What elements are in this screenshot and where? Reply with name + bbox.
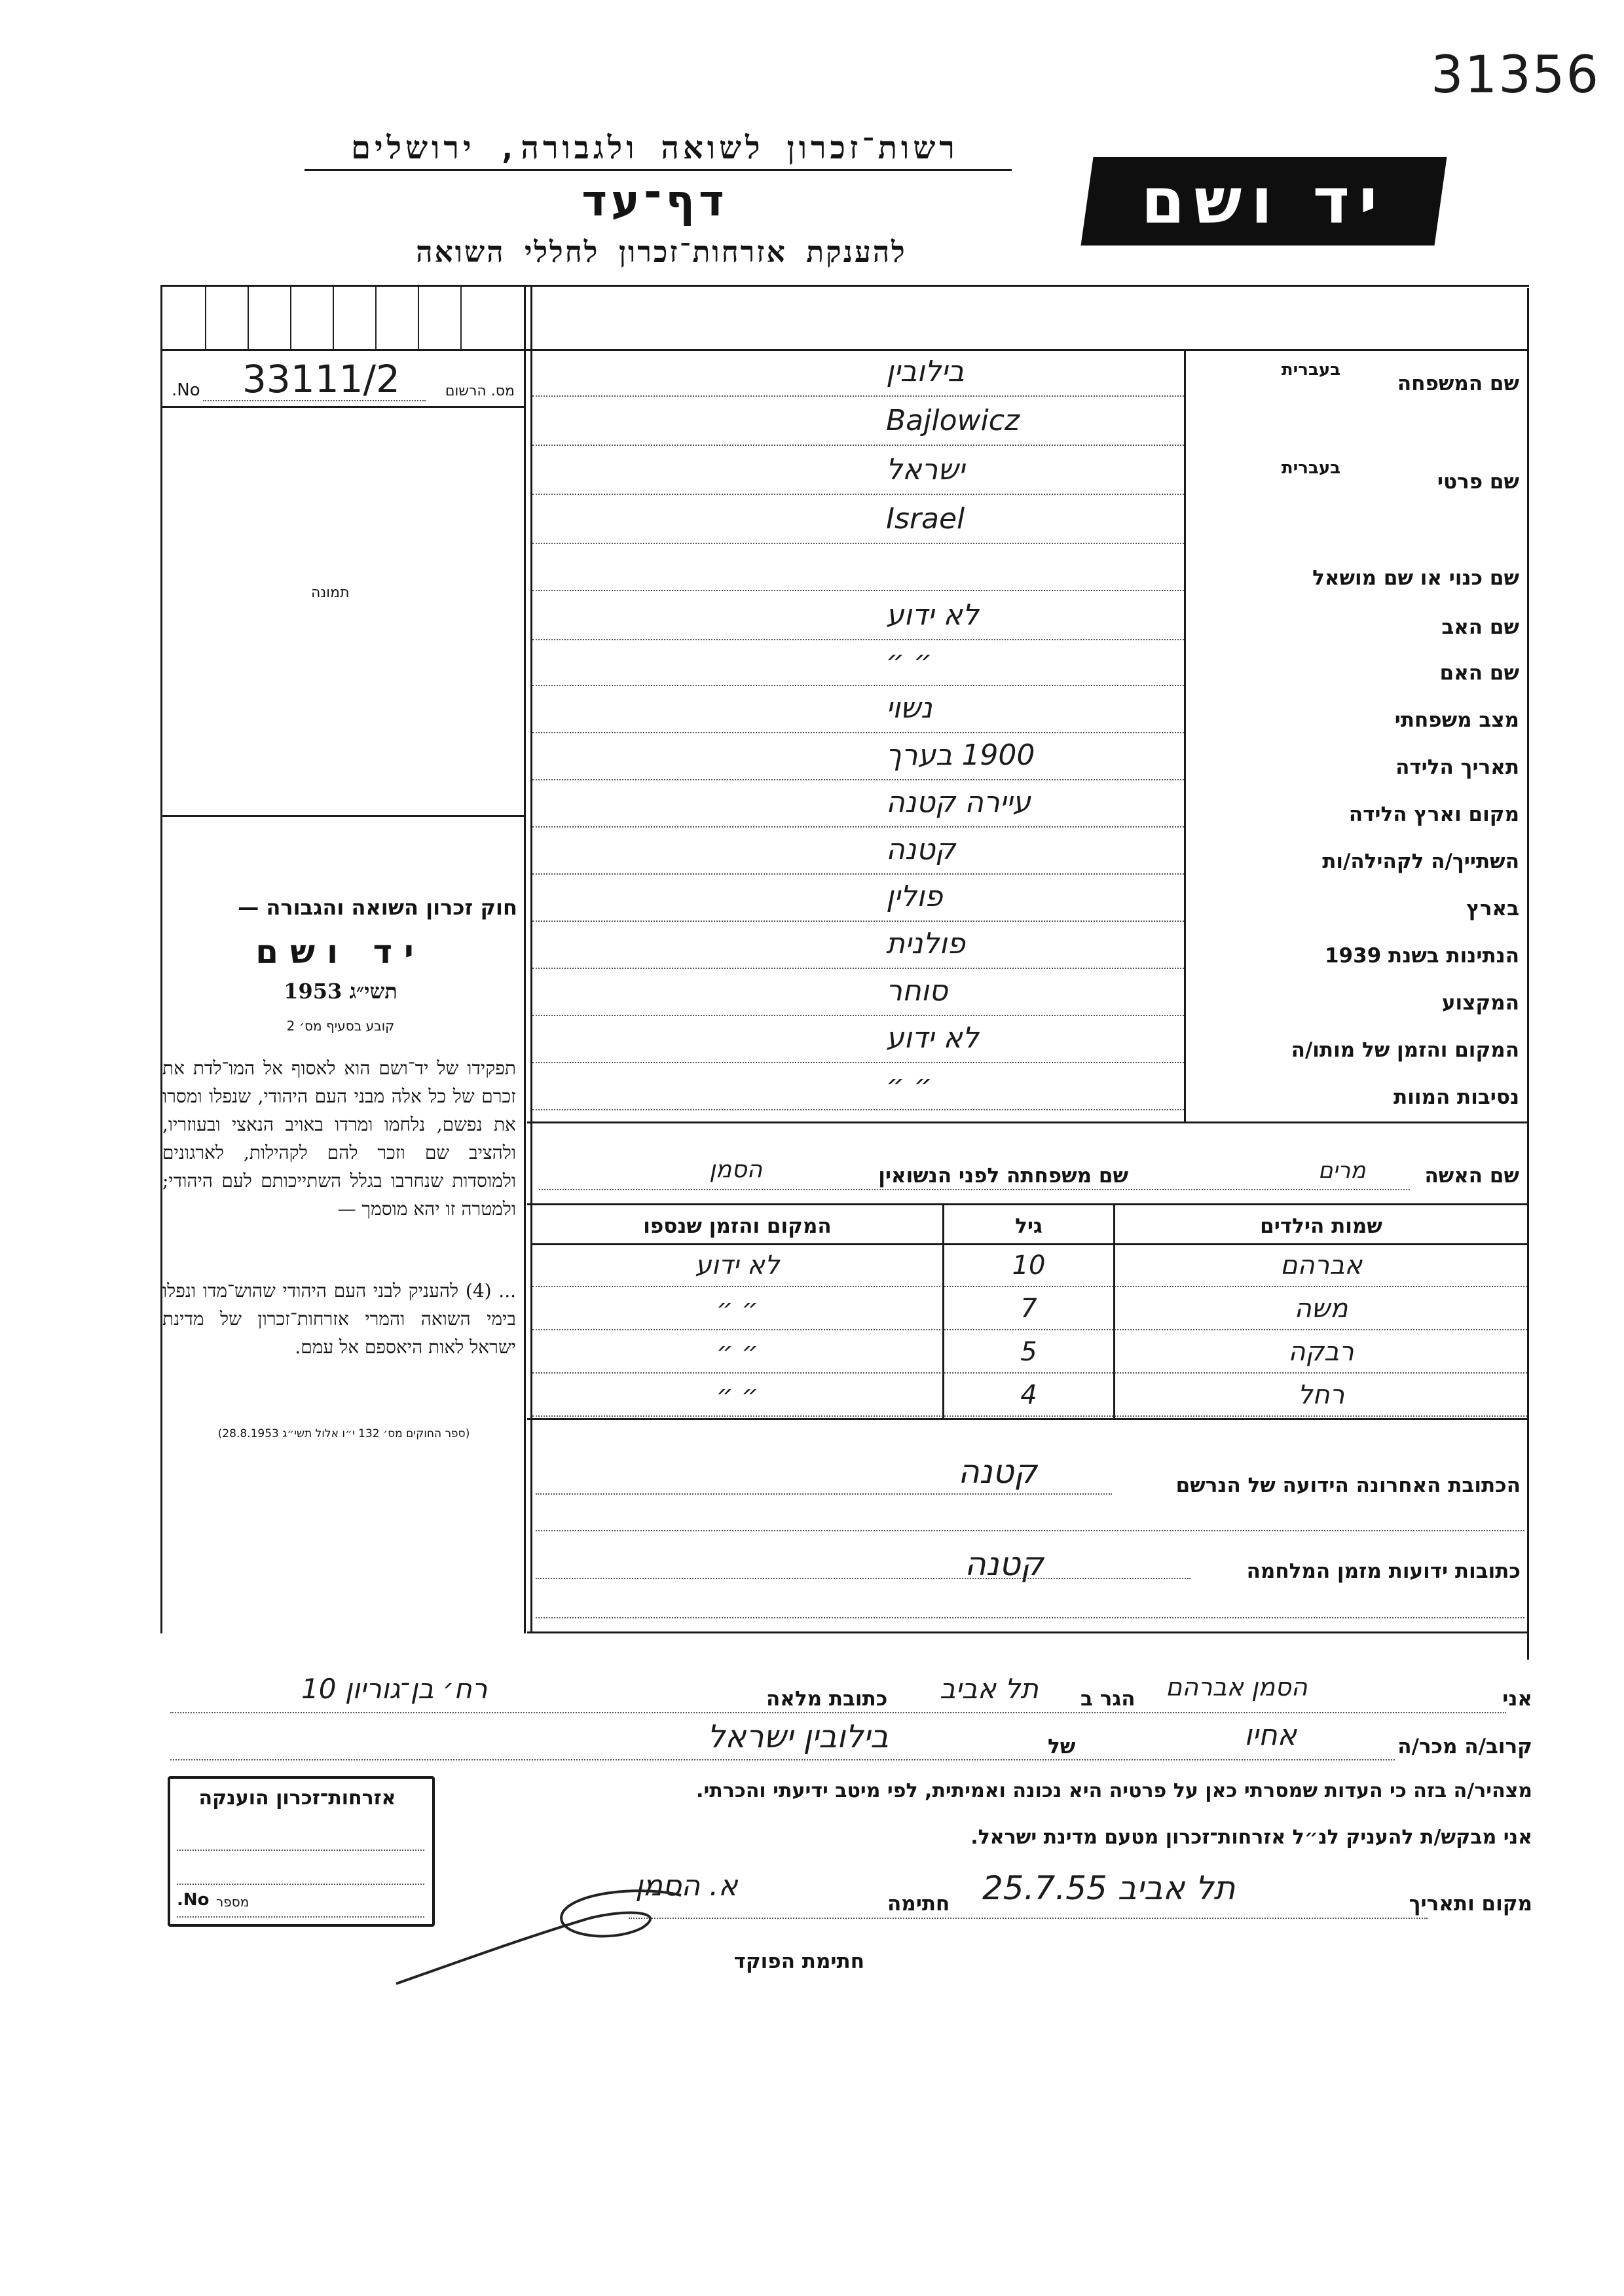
child-name: משה: [1294, 1294, 1348, 1324]
field-row: [532, 642, 1527, 687]
children-header-names: שמות הילדים: [1260, 1214, 1382, 1238]
granted-citizenship-box: [168, 1776, 435, 1927]
child-name: רחל: [1297, 1380, 1345, 1410]
field-row: [532, 1017, 1527, 1065]
field-value: ״ ״: [886, 644, 932, 678]
relation-value: אחיו: [1244, 1719, 1297, 1752]
field-row: [532, 1065, 1527, 1112]
granted-number-label: מספר: [216, 1894, 249, 1910]
field-value: ״ ״: [886, 1068, 932, 1102]
child-age: 7: [1020, 1294, 1037, 1324]
reg-no-label: No.: [172, 380, 200, 400]
archive-number: 31356: [1431, 46, 1600, 105]
last-known-address-label: הכתובת האחרונה הידועה של הנרשם: [1175, 1474, 1521, 1497]
officer-signature-label: חתימת הפוקד: [733, 1950, 864, 1973]
law-title: חוק זכרון השואה והגבורה —: [238, 895, 517, 920]
law-name: יד ושם: [255, 933, 426, 971]
field-row: [532, 687, 1527, 735]
field-value: Bajlowicz: [886, 404, 1020, 437]
maiden-name-label: שם משפחתה לפני הנשואין: [878, 1164, 1128, 1188]
maiden-name-value: הסמן: [709, 1156, 763, 1183]
top-strip: [162, 287, 524, 349]
declaration-request: אני מבקש/ת להעניק לנ״ל אזרחות־זכרון מטעם מדינת ישראל.: [970, 1826, 1532, 1849]
lives-in-label: הגר ב: [1080, 1687, 1135, 1711]
field-value: ישראל: [886, 453, 965, 486]
field-label: המקצוע: [1441, 991, 1519, 1015]
field-row: [532, 496, 1527, 545]
field-label: שם האב: [1441, 615, 1519, 639]
field-value: לא ידוע: [886, 598, 979, 632]
field-value: Israel: [886, 502, 965, 536]
child-age: 5: [1020, 1337, 1037, 1367]
field-label: המקום והזמן של מותו/ה: [1291, 1038, 1519, 1062]
field-label: תאריך הלידה: [1395, 756, 1519, 779]
field-value: פולין: [886, 880, 943, 913]
law-text: תפקידו של יד־ושם הוא לאסוף אל המו־לדת את זכרם של כל אלה מבני העם היהודי, שנפלו ומסרו את נפשם, נלחמו ומרדו באויב הנאצי ובעוזריו, ולהציב שם וזכר להם לקהילות, לארגונים ולמוסדות שנחרבו בגלל השתייכותם לעם היהודי; ולמטרה זו יהא מוסמך —: [162, 1057, 516, 1220]
field-label: בארץ: [1466, 897, 1519, 920]
form-subtitle: להענקת אזרחות־זכרון לחללי השואה: [416, 236, 907, 269]
field-row: [532, 876, 1527, 923]
field-row: [532, 829, 1527, 876]
field-label: מקום וארץ הלידה: [1348, 803, 1519, 826]
of-value: בילובין ישראל: [707, 1719, 889, 1755]
wartime-address-value: קטנה: [965, 1545, 1044, 1583]
full-address-value: רח׳ בן־גוריון 10: [301, 1673, 488, 1705]
form-title: דף־עד: [581, 175, 728, 226]
field-row: [532, 923, 1527, 970]
wartime-address-label: כתובות ידועות מזמן המלחמה: [1246, 1559, 1521, 1583]
field-value: עיירה קטנה: [886, 786, 1031, 819]
wife-label: שם האשה: [1424, 1164, 1519, 1188]
photo-box-bottom: [160, 815, 526, 817]
authority-name: רשות־זכרון לשואה ולגבורה, ירושלים: [351, 130, 959, 166]
law-year: תשי״ג 1953: [284, 979, 397, 1004]
field-value: פולנית: [886, 927, 965, 960]
declarant-label: אני: [1502, 1687, 1532, 1711]
signature-value: א. הסמן: [635, 1869, 738, 1903]
child-row: [532, 1245, 1527, 1288]
registration-no-row: [164, 357, 523, 406]
sidebar-reg-divider: [160, 406, 526, 408]
field-label: השתייך/ה לקהילה/ות: [1322, 850, 1519, 873]
field-value: לא ידוע: [886, 1021, 979, 1055]
field-label: הנתינות בשנת 1939: [1324, 944, 1519, 968]
field-label: שם כנוי או שם מושאל: [1312, 566, 1519, 590]
field-row: [532, 447, 1527, 496]
granted-box-title: אזרחות־זכרון הוענקה: [198, 1787, 396, 1810]
field-row: [532, 592, 1527, 642]
field-value: קטנה: [886, 833, 956, 866]
full-address-label: כתובת מלאה: [766, 1687, 888, 1711]
photo-label: תמונה: [311, 585, 350, 601]
granted-no-label: No.: [177, 1890, 210, 1910]
children-header-age: גיל: [1015, 1214, 1043, 1238]
officer-signature-row: [629, 1938, 864, 1977]
child-row: [532, 1288, 1527, 1332]
reg-number: 33111/2: [242, 357, 400, 401]
field-value: סוחר: [886, 974, 948, 1008]
law-text-clause: ... (4) להעניק לבני העם היהודי שהוש־מדו ונפלו בימי השואה והמרי אזרחות־זכרון של מדינת ישראל לאות היאספם אל עמם.: [162, 1280, 516, 1358]
authority-underline: [304, 169, 1012, 171]
field-label: נסיבות המוות: [1393, 1085, 1519, 1109]
place-date-signature-row: [629, 1869, 1532, 1922]
signature-label: חתימה: [887, 1892, 950, 1916]
children-table: [532, 1205, 1527, 1418]
child-name: אברהם: [1280, 1250, 1363, 1281]
declaration-line-1: [170, 1673, 1532, 1719]
child-place: ״ ״: [716, 1294, 759, 1324]
field-row: [532, 782, 1527, 829]
child-place: ״ ״: [716, 1380, 759, 1410]
field-row: [532, 970, 1527, 1017]
declarant-name: הסמן אברהם: [1166, 1673, 1308, 1702]
field-value: בילובין: [886, 355, 965, 388]
declaration-line-2: [170, 1719, 1532, 1764]
children-rows: [532, 1245, 1527, 1418]
last-known-address-value: קטנה: [958, 1453, 1037, 1491]
personal-fields: [532, 349, 1527, 1121]
child-row: [532, 1375, 1527, 1418]
child-age: 10: [1012, 1250, 1046, 1281]
declaration-statement: מצהיר/ה בזה כי העדות שמסרתי כאן על פרטיה היא נכונה ואמיתית, לפי מיטב ידיעתי והכרתי.: [696, 1779, 1532, 1802]
child-name: רבקה: [1288, 1337, 1354, 1367]
place-date-label: מקום ותאריך: [1409, 1892, 1532, 1916]
field-row: [532, 545, 1527, 592]
children-header-place: המקום והזמן שנספו: [643, 1214, 832, 1238]
frame-bottom: [527, 1631, 1529, 1633]
child-place: לא ידוע: [695, 1250, 780, 1281]
child-row: [532, 1332, 1527, 1375]
law-source: (ספר החוקים מס׳ 132 י״ו אלול תשי״ג 28.8.1953): [217, 1427, 470, 1440]
field-label: שם פרטי: [1437, 470, 1519, 494]
law-clause: קובע בסעיף מס׳ 2: [286, 1018, 395, 1034]
child-age: 4: [1020, 1380, 1037, 1410]
lives-in-value: תל אביב: [940, 1673, 1039, 1705]
field-sublabel: בעברית: [1281, 360, 1340, 380]
field-row: [532, 349, 1527, 398]
place-date-value: תל אביב 25.7.55: [982, 1869, 1236, 1907]
logo-text: יד ושם: [1141, 164, 1387, 238]
frame-sidebar-divider: [524, 285, 526, 1633]
field-row: [532, 398, 1527, 447]
wartime-address-row: [532, 1532, 1527, 1630]
field-label: שם האם: [1439, 661, 1519, 685]
field-label: שם המשפחה: [1397, 372, 1519, 395]
of-label: של: [1048, 1735, 1076, 1758]
reg-label: מס. הרשום: [445, 383, 515, 399]
frame-left: [160, 285, 162, 1633]
field-row: [532, 735, 1527, 782]
relation-label: קרוב/ה מכר/ה: [1397, 1735, 1532, 1758]
wife-value: מרים: [1318, 1157, 1366, 1184]
field-value: נשוי: [886, 691, 932, 725]
child-place: ״ ״: [716, 1337, 759, 1367]
field-sublabel: בעברית: [1281, 458, 1340, 478]
field-label: מצב משפחתי: [1394, 708, 1519, 732]
frame-right: [1527, 288, 1529, 1660]
field-value: 1900 בערך: [886, 738, 1035, 772]
last-known-address-row: [532, 1420, 1527, 1531]
wife-row: [532, 1123, 1527, 1202]
yad-vashem-logo: [1081, 157, 1447, 246]
